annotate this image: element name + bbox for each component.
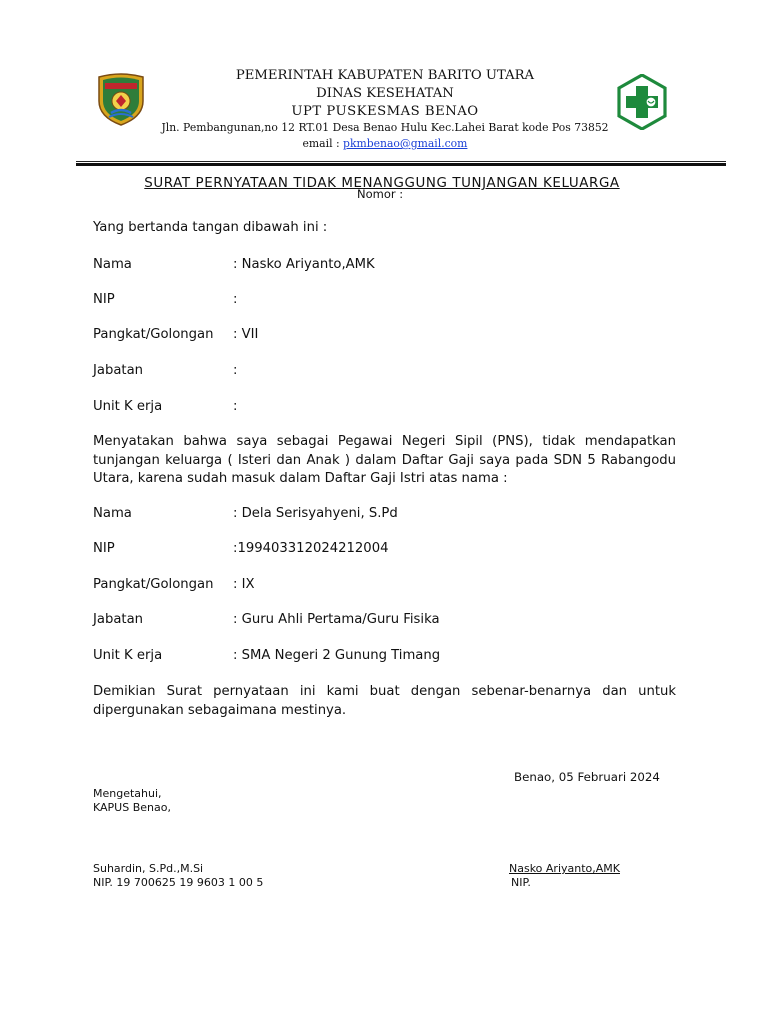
signer-name-value: : Nasko Ariyanto,AMK xyxy=(233,257,375,272)
signer-rank-label: Pangkat/Golongan xyxy=(93,327,214,342)
signer-nip-value: : xyxy=(233,292,238,307)
signer-position-value: : xyxy=(233,363,238,378)
place-date: Benao, 05 Februari 2024 xyxy=(514,770,660,784)
intro-text: Yang bertanda tangan dibawah ini : xyxy=(93,220,328,235)
statement-paragraph: Menyatakan bahwa saya sebagai Pegawai Negeri Sipil (PNS), tidak mendapatkan tunjangan keluarga ( Isteri dan Anak ) dalam Daftar Gaji saya pada SDN 5 Rabangodu Utara, karena sudah masuk dalam Daftar Gaji Istri atas nama : xyxy=(93,434,676,486)
letterhead-divider-thick xyxy=(76,163,726,166)
header-agency: DINAS KESEHATAN xyxy=(316,86,454,101)
signer-unit-value: : xyxy=(233,399,238,414)
approver-position: KAPUS Benao, xyxy=(93,801,171,814)
approver-nip: NIP. 19 700625 19 9603 1 00 5 xyxy=(93,876,264,889)
email-link[interactable]: pkmbenao@gmail.com xyxy=(343,137,468,150)
header-unit: UPT PUSKESMAS BENAO xyxy=(291,104,479,119)
spouse-unit-label: Unit K erja xyxy=(93,648,163,663)
closing-paragraph: Demikian Surat pernyataan ini kami buat dengan sebenar-benarnya dan untuk dipergunakan sebagaimana mestinya. xyxy=(93,684,676,718)
email-label: email : xyxy=(302,137,344,150)
spouse-rank-value: : IX xyxy=(233,577,255,592)
spouse-nip-value: :199403312024212004 xyxy=(233,541,389,556)
spouse-rank-label: Pangkat/Golongan xyxy=(93,577,214,592)
header-address: Jln. Pembangunan,no 12 RT.01 Desa Benao Hulu Kec.Lahei Barat kode Pos 73852 xyxy=(161,121,609,134)
document-number: Nomor : xyxy=(357,187,404,201)
header-email-line xyxy=(160,137,610,150)
spouse-position-value: : Guru Ahli Pertama/Guru Fisika xyxy=(233,612,440,627)
approver-name: Suhardin, S.Pd.,M.Si xyxy=(93,862,204,875)
declarant-name: Nasko Ariyanto,AMK xyxy=(509,862,620,875)
header-government: PEMERINTAH KABUPATEN BARITO UTARA xyxy=(235,68,535,83)
spouse-position-label: Jabatan xyxy=(93,612,144,627)
spouse-name-value: : Dela Serisyahyeni, S.Pd xyxy=(233,506,398,521)
spouse-name-label: Nama xyxy=(93,506,132,521)
puskesmas-cross-icon xyxy=(614,74,670,130)
regency-coat-of-arms-icon xyxy=(95,71,147,127)
signer-nip-label: NIP xyxy=(93,292,115,307)
signer-name-label: Nama xyxy=(93,257,132,272)
spouse-unit-value: : SMA Negeri 2 Gunung Timang xyxy=(233,648,441,663)
signer-position-label: Jabatan xyxy=(93,363,144,378)
approver-acknowledgement: Mengetahui, xyxy=(93,787,162,800)
document-title: SURAT PERNYATAAN TIDAK MENANGGUNG TUNJANGAN KELUARGA xyxy=(144,176,620,191)
letterhead-divider-thin xyxy=(76,161,726,162)
declarant-nip: NIP. xyxy=(511,876,531,889)
signer-rank-value: : VII xyxy=(233,327,259,342)
spouse-nip-label: NIP xyxy=(93,541,115,556)
signer-unit-label: Unit K erja xyxy=(93,399,163,414)
